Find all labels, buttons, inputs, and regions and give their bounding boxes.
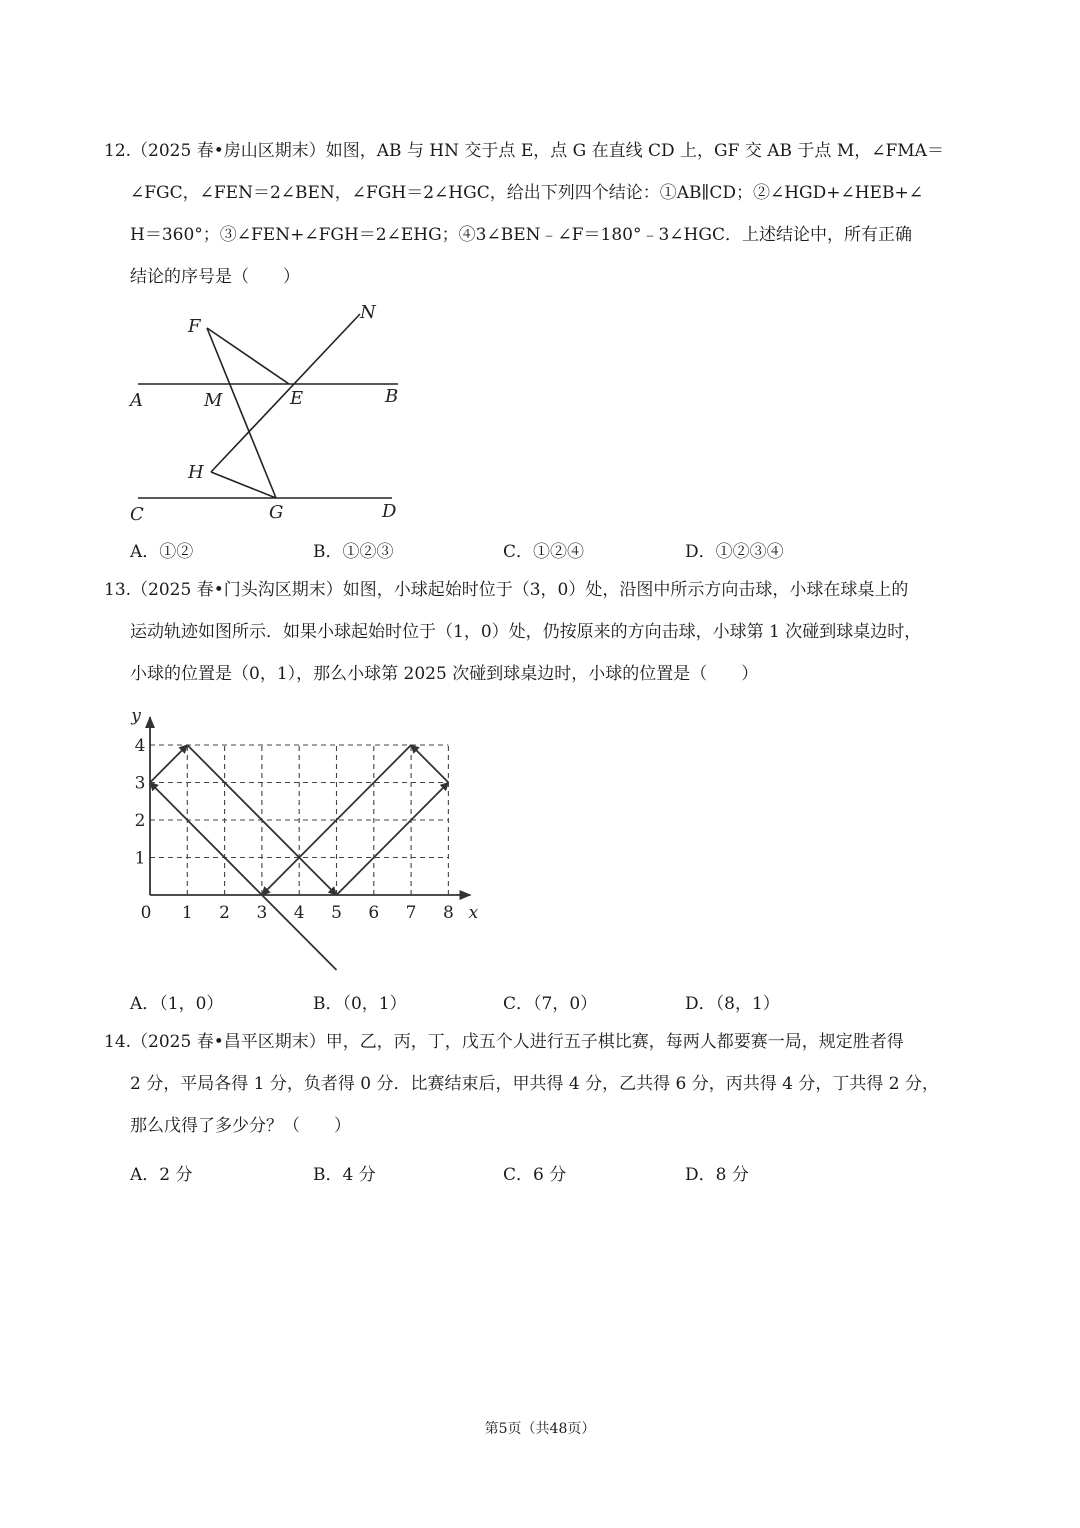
label-d: D — [382, 501, 397, 522]
y-axis-label: y — [131, 706, 141, 726]
option-c[interactable]: C．（7，0） — [503, 994, 598, 1014]
question-13-line-3: 小球的位置是（0，1），那么小球第 2025 次碰到球桌边时，小球的位置是（ ） — [130, 664, 759, 684]
question-14-line-3: 那么戊得了多少分？（ ） — [130, 1116, 351, 1136]
question-13-line-1: 13.（2025 春•门头沟区期末）如图，小球起始时位于（3，0）处，沿图中所示方向击球，小球在球桌上的 — [104, 580, 909, 600]
question-14-line-1: 14.（2025 春•昌平区期末）甲，乙，丙，丁，戊五个人进行五子棋比赛，每两人都要赛一局，规定胜者得 — [104, 1032, 904, 1052]
question-14-line-2: 2 分，平局各得 1 分，负者得 0 分．比赛结束后，甲共得 4 分，乙共得 6 分，丙共得 4 分，丁共得 2 分， — [130, 1074, 939, 1094]
question-13 — [104, 569, 984, 695]
page-footer: 第5页（共48页） — [484, 1421, 596, 1437]
option-d[interactable]: D．①②③④ — [685, 542, 784, 562]
label-g: G — [269, 502, 284, 523]
segment-fe — [207, 328, 289, 384]
y-tick-label: 3 — [134, 773, 146, 794]
grid-lines — [150, 745, 448, 895]
label-b: B — [385, 386, 399, 407]
question-12-line-1: 12.（2025 春•房山区期末）如图，AB 与 HN 交于点 E，点 G 在直线 CD 上，GF 交 AB 于点 M，∠FMA＝ — [104, 141, 944, 161]
y-tick-label: 4 — [134, 736, 146, 756]
option-d[interactable]: D．8 分 — [685, 1165, 749, 1185]
label-n: N — [360, 302, 376, 323]
geometry-figure — [120, 298, 420, 530]
option-c[interactable]: C．①②④ — [503, 542, 585, 562]
label-h: H — [188, 462, 204, 483]
x-tick-label: 8 — [442, 903, 454, 923]
option-b[interactable]: B．①②③ — [313, 542, 394, 562]
option-a[interactable]: A．①② — [130, 542, 194, 562]
billiard-table-graph — [128, 700, 480, 975]
option-a[interactable]: A．（1，0） — [130, 994, 224, 1014]
path-segment — [150, 783, 262, 896]
x-tick-label: 6 — [368, 903, 380, 923]
label-m: M — [204, 390, 223, 411]
x-tick-label: 5 — [331, 903, 342, 923]
x-tick-label: 3 — [256, 903, 268, 923]
option-a[interactable]: A．2 分 — [130, 1165, 193, 1185]
question-13-line-2: 运动轨迹如图所示．如果小球起始时位于（1，0）处，仍按原来的方向击球，小球第 1 次碰到球桌边时， — [130, 622, 922, 642]
question-12-line-3: H＝360°；③∠FEN+∠FGH＝2∠EHG；④3∠BEN﹣∠F＝180°﹣3∠HGC．上述结论中，所有正确 — [130, 225, 912, 245]
y-tick-label: 1 — [134, 848, 146, 869]
label-a: A — [130, 390, 143, 411]
path-segment — [411, 745, 448, 783]
x-tick-label: 7 — [405, 903, 417, 923]
origin-label: 0 — [140, 903, 152, 923]
label-c: C — [130, 504, 144, 525]
y-tick-label: 2 — [134, 811, 146, 831]
path-segment — [150, 745, 187, 783]
question-12 — [104, 130, 984, 298]
option-c[interactable]: C．6 分 — [503, 1165, 567, 1185]
option-d[interactable]: D．（8，1） — [685, 994, 780, 1014]
path-segment — [337, 783, 449, 896]
x-tick-label: 1 — [181, 903, 193, 923]
question-12-line-2: ∠FGC，∠FEN＝2∠BEN，∠FGH＝2∠HGC，给出下列四个结论：①AB∥CD；②∠HGD+∠HEB+∠ — [130, 183, 923, 203]
question-12-line-4: 结论的序号是（ ） — [130, 267, 300, 287]
x-axis-label: x — [468, 903, 479, 923]
option-b[interactable]: B．4 分 — [313, 1165, 376, 1185]
x-tick-label: 4 — [293, 903, 305, 923]
question-14 — [104, 1021, 984, 1147]
label-f: F — [188, 316, 201, 337]
option-b[interactable]: B．（0，1） — [313, 994, 407, 1014]
label-e: E — [290, 388, 304, 409]
x-tick-label: 2 — [219, 903, 231, 923]
